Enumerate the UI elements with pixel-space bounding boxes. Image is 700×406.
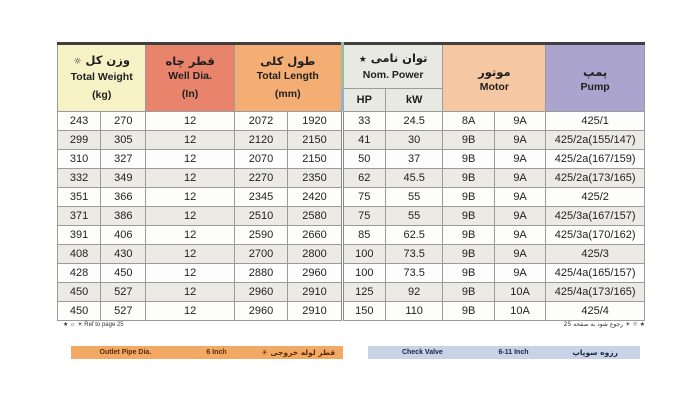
- table-cell: 2120: [234, 131, 287, 150]
- check-valve-label-fa: رزوه سوپاپ: [572, 348, 618, 357]
- sun-icon: ☀: [261, 348, 268, 357]
- table-cell: 2345: [234, 188, 287, 207]
- sun-outline-icon: ☼: [73, 57, 82, 67]
- table-cell: 9A: [494, 226, 545, 245]
- table-cell: 425/2a(155/147): [546, 131, 645, 150]
- table-cell: 12: [146, 302, 234, 321]
- table-cell: 2960: [234, 302, 287, 321]
- table-cell: 24.5: [385, 112, 443, 131]
- table-cell: 425/2a(173/165): [546, 169, 645, 188]
- star-icon: ★: [358, 54, 367, 65]
- table-cell: 9A: [494, 169, 545, 188]
- table-row: [58, 112, 645, 131]
- table-row: [58, 283, 645, 302]
- outlet-pipe-label-fa: قطر لوله خروجی ☀: [261, 348, 336, 357]
- table-header: [58, 44, 645, 112]
- table-cell: 2072: [234, 112, 287, 131]
- table-cell: 332: [58, 169, 101, 188]
- header-total-weight-fa: وزن کل ☼: [73, 53, 131, 67]
- table-cell: 527: [101, 283, 146, 302]
- table-cell: 9A: [494, 112, 545, 131]
- footnote-left: [63, 321, 124, 328]
- table-cell: 425/3a(167/157): [546, 207, 645, 226]
- footnotes: [57, 321, 645, 328]
- table-row: [58, 150, 645, 169]
- header-total-length-unit: (mm): [274, 88, 301, 100]
- table-cell: 371: [58, 207, 101, 226]
- header-nom-power: [342, 44, 443, 89]
- table-cell: 100: [342, 245, 385, 264]
- table-cell: 2150: [288, 131, 342, 150]
- table-cell: 92: [385, 283, 443, 302]
- header-total-length-en: Total Length: [256, 70, 319, 82]
- check-valve-label-en: Check Valve: [401, 349, 443, 356]
- header-motor-en: Motor: [479, 80, 509, 93]
- table-cell: 8A: [443, 112, 494, 131]
- table-cell: 9A: [494, 131, 545, 150]
- header-nom-power-en: Nom. Power: [362, 68, 424, 81]
- table-cell: 425/2a(167/159): [546, 150, 645, 169]
- header-pump-fa: پمپ: [583, 64, 608, 79]
- table-cell: 12: [146, 188, 234, 207]
- table-cell: 2800: [288, 245, 342, 264]
- table-cell: 9B: [443, 283, 494, 302]
- table-cell: 430: [101, 245, 146, 264]
- table-cell: 9A: [494, 207, 545, 226]
- header-motor-fa: موتور: [478, 64, 511, 79]
- table-row: [58, 131, 645, 150]
- table-cell: 12: [146, 283, 234, 302]
- table-cell: 12: [146, 169, 234, 188]
- header-nom-power-fa: توان نامی ★: [358, 50, 428, 65]
- table-cell: 2960: [288, 264, 342, 283]
- table-cell: 425/4: [546, 302, 645, 321]
- table-cell: 9B: [443, 245, 494, 264]
- outlet-pipe-value: 6 Inch: [206, 349, 227, 356]
- header-pump: [546, 44, 645, 112]
- footnote-right-text: رجوع شود به صفحه 25: [563, 321, 624, 328]
- table-cell: 9A: [494, 150, 545, 169]
- table-cell: 9A: [494, 188, 545, 207]
- table-cell: 62.5: [385, 226, 443, 245]
- table-cell: 100: [342, 264, 385, 283]
- header-total-length: [234, 44, 342, 112]
- table-cell: 9B: [443, 131, 494, 150]
- table-cell: 2270: [234, 169, 287, 188]
- header-well-dia: [146, 44, 234, 112]
- table-cell: 2150: [288, 150, 342, 169]
- table-cell: 2700: [234, 245, 287, 264]
- table-cell: 9B: [443, 169, 494, 188]
- table-cell: 349: [101, 169, 146, 188]
- table-cell: 9A: [494, 264, 545, 283]
- table-cell: 9A: [494, 245, 545, 264]
- table-cell: 45.5: [385, 169, 443, 188]
- table-cell: 2880: [234, 264, 287, 283]
- table-cell: 2580: [288, 207, 342, 226]
- table-cell: 450: [101, 264, 146, 283]
- table-cell: 12: [146, 245, 234, 264]
- table-cell: 391: [58, 226, 101, 245]
- table-cell: 425/3a(170/162): [546, 226, 645, 245]
- table-cell: 2910: [288, 283, 342, 302]
- table-cell: 9B: [443, 226, 494, 245]
- table-cell: 2960: [234, 283, 287, 302]
- table-row: [58, 264, 645, 283]
- header-pump-en: Pump: [580, 80, 610, 93]
- table-cell: 2420: [288, 188, 342, 207]
- table-cell: 310: [58, 150, 101, 169]
- table-cell: 2350: [288, 169, 342, 188]
- table-cell: 299: [58, 131, 101, 150]
- table-cell: 2070: [234, 150, 287, 169]
- header-well-dia-en: Well Dia.: [168, 70, 212, 82]
- table-cell: 30: [385, 131, 443, 150]
- table-cell: 62: [342, 169, 385, 188]
- table-cell: 425/2: [546, 188, 645, 207]
- table-cell: 243: [58, 112, 101, 131]
- table-row: [58, 188, 645, 207]
- table-cell: 12: [146, 264, 234, 283]
- table-cell: 2590: [234, 226, 287, 245]
- header-well-dia-fa: قطر چاه: [165, 54, 215, 68]
- table-cell: 50: [342, 150, 385, 169]
- table-cell: 12: [146, 131, 234, 150]
- table-cell: 10A: [494, 283, 545, 302]
- table-cell: 366: [101, 188, 146, 207]
- table-cell: 73.5: [385, 245, 443, 264]
- table-cell: 10A: [494, 302, 545, 321]
- footnote-symbols: ★ ☼ ☀: [63, 322, 83, 328]
- table-cell: 37: [385, 150, 443, 169]
- footnote-left-text: Ref to page 25: [84, 322, 124, 328]
- header-kw: kW: [385, 88, 443, 111]
- table-cell: 12: [146, 112, 234, 131]
- table-body: [58, 112, 645, 321]
- table-cell: 425/3: [546, 245, 645, 264]
- table-cell: 9B: [443, 188, 494, 207]
- table-cell: 425/4a(173/165): [546, 283, 645, 302]
- table-row: [58, 169, 645, 188]
- header-well-dia-unit: (In): [181, 88, 199, 100]
- table-cell: 406: [101, 226, 146, 245]
- footer-bars: [57, 346, 645, 360]
- footnote-symbols-fa: ★ ☼ ☀: [625, 321, 645, 328]
- table-cell: 9B: [443, 207, 494, 226]
- table-cell: 12: [146, 207, 234, 226]
- table-cell: 2660: [288, 226, 342, 245]
- table-cell: 75: [342, 207, 385, 226]
- table-cell: 85: [342, 226, 385, 245]
- table-cell: 527: [101, 302, 146, 321]
- table-row: [58, 207, 645, 226]
- outlet-pipe-bar: [71, 346, 343, 359]
- header-total-weight-en: Total Weight: [70, 71, 133, 83]
- table-cell: 305: [101, 131, 146, 150]
- table-cell: 55: [385, 207, 443, 226]
- table-cell: 270: [101, 112, 146, 131]
- table-cell: 75: [342, 188, 385, 207]
- table-cell: 428: [58, 264, 101, 283]
- table-cell: 9B: [443, 264, 494, 283]
- header-total-weight: [58, 44, 146, 112]
- table-cell: 33: [342, 112, 385, 131]
- header-hp: HP: [342, 88, 385, 111]
- table-row: [58, 302, 645, 321]
- pump-spec-table: [57, 42, 645, 321]
- table-cell: 425/4a(165/157): [546, 264, 645, 283]
- header-total-weight-unit: (kg): [92, 89, 112, 101]
- table-cell: 41: [342, 131, 385, 150]
- table-cell: 9B: [443, 150, 494, 169]
- table-cell: 386: [101, 207, 146, 226]
- table-cell: 327: [101, 150, 146, 169]
- footnote-right: [564, 321, 645, 328]
- table-row: [58, 226, 645, 245]
- table-cell: 408: [58, 245, 101, 264]
- table-cell: 425/1: [546, 112, 645, 131]
- table-cell: 2510: [234, 207, 287, 226]
- header-total-length-fa: طول کلی: [260, 54, 316, 68]
- table-cell: 73.5: [385, 264, 443, 283]
- table-cell: 125: [342, 283, 385, 302]
- table-cell: 2910: [288, 302, 342, 321]
- table-cell: 9B: [443, 302, 494, 321]
- table-cell: 150: [342, 302, 385, 321]
- table-cell: 450: [58, 302, 101, 321]
- header-motor: [443, 44, 546, 112]
- check-valve-value: 6-11 Inch: [498, 349, 529, 356]
- outlet-pipe-label-en: Outlet Pipe Dia.: [99, 349, 152, 356]
- table-cell: 12: [146, 226, 234, 245]
- table-cell: 351: [58, 188, 101, 207]
- check-valve-bar: [368, 346, 640, 359]
- table-cell: 110: [385, 302, 443, 321]
- table-cell: 1920: [288, 112, 342, 131]
- table-cell: 12: [146, 150, 234, 169]
- table-cell: 55: [385, 188, 443, 207]
- table-cell: 450: [58, 283, 101, 302]
- table-row: [58, 245, 645, 264]
